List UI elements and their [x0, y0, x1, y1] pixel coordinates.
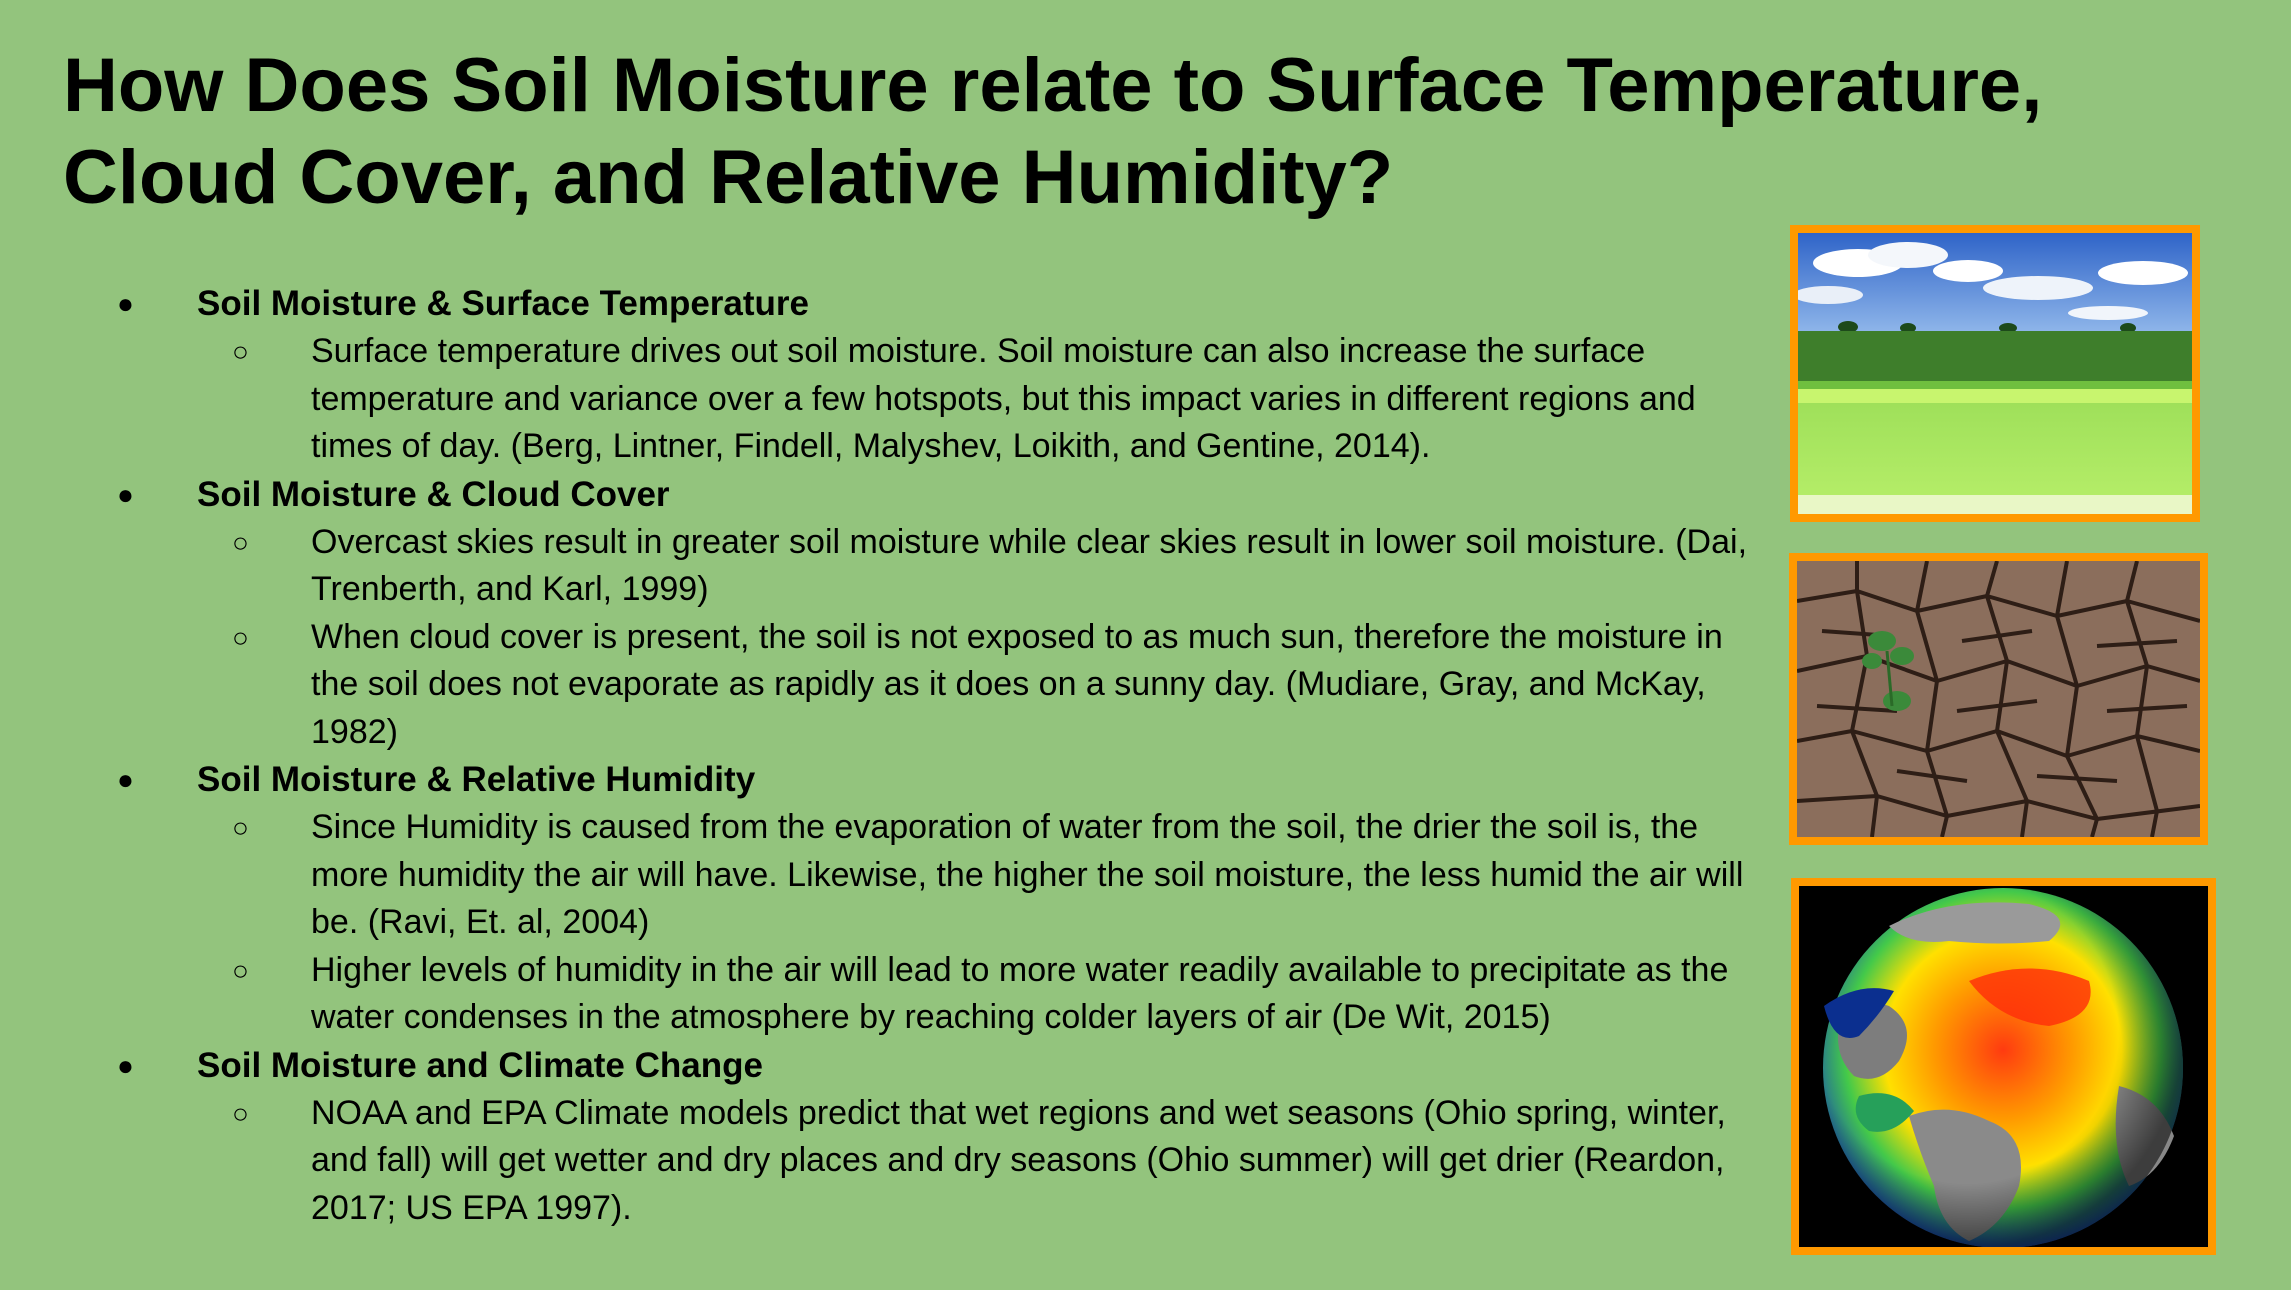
sub-point [0, 614, 1760, 757]
green-field-image [1790, 225, 2200, 522]
bullet-circle-icon: ○ [232, 336, 249, 367]
sub-point [0, 947, 1760, 1042]
sub-point [0, 519, 1760, 614]
sub-point-text: Since Humidity is caused from the evaporation of water from the soil, the drier the soil is, the more humidity the air will have. Likewise, the higher the soil moisture, the less humid the air will be. (Ravi, Et. al, 2004) [311, 808, 1744, 941]
sub-point-text: NOAA and EPA Climate models predict that wet regions and wet seasons (Ohio spring, winter, and fall) will get wetter and dry places and dry seasons (Ohio summer) will get drier (Reardon, 2017; US EPA 1997). [311, 1093, 1726, 1227]
sub-point [0, 1090, 1760, 1233]
sub-point-text: When cloud cover is present, the soil is not exposed to as much sun, therefore the moisture in the soil does not evaporate as rapidly as it does on a sunny day. (Mudiare, Gray, and McKay, 1982) [311, 617, 1723, 751]
section-heading [0, 756, 1760, 804]
bullet-circle-icon: ○ [232, 954, 249, 986]
section-heading [0, 1042, 1760, 1090]
sub-point-text: Overcast skies result in greater soil moisture while clear skies result in lower soil moisture. (Dai, Trenberth, and Karl, 1999) [311, 522, 1748, 608]
section-heading [0, 280, 1760, 328]
sub-point [0, 328, 1760, 471]
bullet-dot-icon: ● [117, 288, 134, 319]
cracked-dry-soil-image [1789, 553, 2208, 845]
bullet-dot-icon: ● [117, 764, 134, 795]
slide-title: How Does Soil Moisture relate to Surface Temperature, Cloud Cover, and Relative Humidity? [63, 43, 2043, 220]
globe-moisture-map-image [1791, 878, 2216, 1255]
section-heading-text: Soil Moisture & Cloud Cover [197, 474, 670, 514]
bullet-circle-icon: ○ [232, 526, 249, 558]
bullet-circle-icon: ○ [232, 621, 249, 653]
section-heading-text: Soil Moisture and Climate Change [197, 1045, 763, 1085]
bullet-dot-icon: ● [117, 1049, 134, 1081]
section-heading-text: Soil Moisture & Surface Temperature [197, 284, 810, 323]
section-heading [0, 471, 1760, 519]
sub-point-text: Surface temperature drives out soil moisture. Soil moisture can also increase the surface temperature and variance over a few hotspots, but this impact varies in different regions and times of day. (Berg, Lintner, Findell, Malyshev, Loikith, and Gentine, 2014). [311, 332, 1696, 465]
bullet-circle-icon: ○ [232, 1097, 249, 1129]
section-heading-text: Soil Moisture & Relative Humidity [197, 760, 756, 799]
bullet-list [0, 280, 1760, 1232]
sub-point [0, 804, 1760, 947]
sub-point-text: Higher levels of humidity in the air will lead to more water readily available to precipitate as the water condenses in the atmosphere by reaching colder layers of air (De Wit, 2015) [311, 950, 1729, 1036]
bullet-dot-icon: ● [117, 478, 134, 510]
bullet-circle-icon: ○ [232, 812, 249, 843]
